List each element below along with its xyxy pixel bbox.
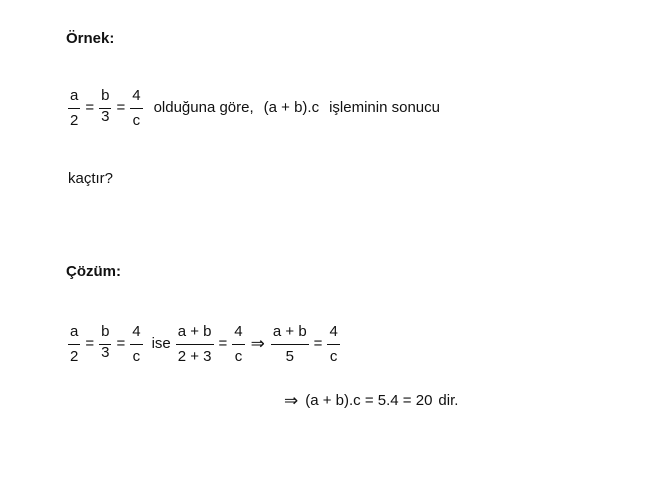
fraction-sum-over-sum [176, 323, 214, 366]
numerator: a [70, 86, 79, 104]
fraction-b-over-3 [99, 323, 111, 366]
ise-word: ise [151, 335, 171, 352]
numerator: 4 [132, 322, 141, 340]
denominator: c [234, 347, 243, 365]
fraction-b-over-3 [99, 87, 111, 130]
implies-arrow-icon: ⇒ [284, 391, 299, 410]
equals-sign: = [116, 99, 126, 116]
denominator: 3 [101, 107, 110, 125]
dir-word: dir. [438, 392, 459, 409]
equals-sign: = [85, 335, 95, 352]
solution-heading: Çözüm: [66, 263, 121, 280]
denominator: 2 + 3 [177, 347, 212, 365]
expression: (a + b).c [263, 99, 320, 116]
denominator: 5 [285, 347, 294, 365]
denominator: c [329, 347, 338, 365]
fraction-4-over-c [327, 323, 339, 366]
equals-sign: = [85, 99, 95, 116]
numerator: a + b [177, 322, 212, 340]
fraction-sum-over-5 [271, 323, 309, 366]
denominator: c [132, 347, 141, 365]
solution-equation-line [66, 317, 342, 371]
denominator: 3 [101, 343, 110, 361]
numerator: b [101, 322, 110, 340]
denominator: 2 [70, 111, 79, 129]
result-expression: (a + b).c = 5.4 = 20 [305, 392, 433, 409]
solution-result-line [280, 389, 461, 413]
numerator: a + b [272, 322, 307, 340]
operation-text: işleminin sonucu [329, 99, 440, 116]
fraction-a-over-2 [68, 87, 80, 130]
equals-sign: = [313, 335, 323, 352]
example-equation-line [66, 81, 443, 135]
example-heading: Örnek: [66, 30, 115, 47]
denominator: c [132, 111, 141, 129]
numerator: 4 [132, 86, 141, 104]
fraction-4-over-c [130, 323, 142, 366]
numerator: b [101, 86, 110, 104]
equals-sign: = [218, 335, 228, 352]
fraction-4-over-c [130, 87, 142, 130]
denominator: 2 [70, 347, 79, 365]
numerator: 4 [329, 322, 338, 340]
implies-arrow-icon: ⇒ [250, 334, 265, 353]
fraction-a-over-2 [68, 323, 80, 366]
fraction-4-over-c [232, 323, 244, 366]
numerator: a [70, 322, 79, 340]
equals-sign: = [116, 335, 126, 352]
condition-text: olduğuna göre, [153, 99, 254, 116]
numerator: 4 [234, 322, 243, 340]
example-question: kaçtır? [68, 170, 114, 187]
